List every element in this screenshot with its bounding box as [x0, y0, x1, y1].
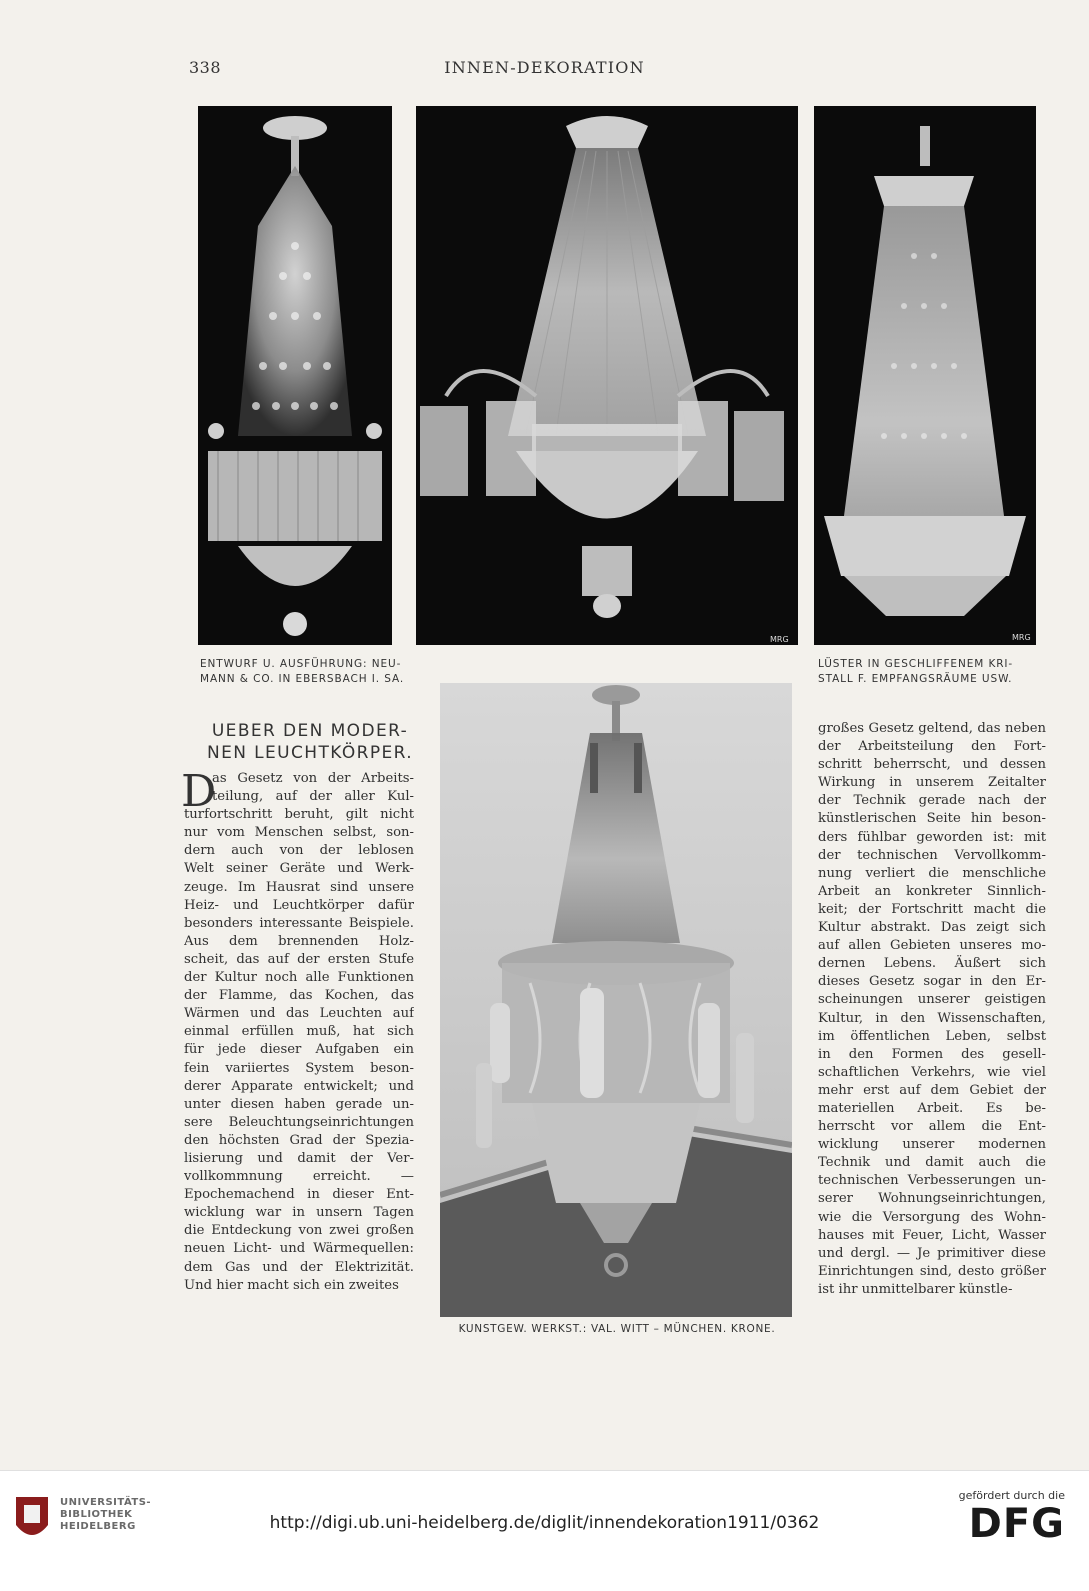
text-line: mehr erst auf dem Gebiet der	[818, 1082, 1046, 1098]
text-line: dernen Lebens. Äußert sich	[818, 956, 1046, 972]
text-line: dern auch von der leblosen	[184, 843, 414, 859]
chandelier-illustration-center	[416, 106, 798, 645]
text-line: teilung, auf der aller Kul-	[212, 789, 414, 805]
text-line: großes Gesetz geltend, das neben	[818, 721, 1046, 736]
text-line: ders fühlbar geworden ist: mit	[818, 829, 1046, 845]
text-line: Arbeit an konkreter Sinnlich-	[818, 883, 1046, 899]
caption-right-line-1: LÜSTER IN GESCHLIFFENEM KRI-	[818, 658, 1014, 670]
source-url-link[interactable]: http://digi.ub.uni-heidelberg.de/diglit/innendekoration1911/0362	[269, 1513, 820, 1533]
chandelier-photo-right	[814, 106, 1036, 645]
caption-right-line-2: STALL F. EMPFANGSRÄUME USW.	[818, 673, 1013, 685]
text-line: nung verliert die menschliche	[818, 865, 1046, 881]
footer-bar	[0, 1470, 1089, 1591]
heading-line-1: UEBER DEN MODER-	[211, 721, 409, 741]
text-line: wicklung unserer modernen	[818, 1137, 1046, 1153]
sponsor-block	[945, 1489, 1065, 1546]
caption-right	[818, 657, 1038, 687]
text-line: Epochemachend in dieser Ent-	[184, 1187, 414, 1203]
text-line: Kultur abstrakt. Das zeigt sich	[818, 920, 1046, 936]
text-line: scheit, das auf der ersten Stufe	[184, 951, 414, 967]
dfg-logo[interactable]: DFG	[968, 1501, 1065, 1547]
text-line: scheinungen unserer geistigen	[818, 992, 1046, 1008]
page-header	[0, 58, 1089, 84]
text-line: den höchsten Grad der Spezia-	[184, 1132, 414, 1148]
text-line: turfortschritt beruht, gilt nicht	[184, 807, 414, 823]
text-line: hauses mit Feuer, Licht, Wasser	[818, 1227, 1046, 1243]
text-line: Wärmen und das Leuchten auf	[184, 1006, 414, 1022]
right-text-column	[818, 720, 1046, 1299]
text-line: die Entdeckung von zwei großen	[184, 1223, 414, 1239]
library-name-line-2: BIBLIOTHEK	[60, 1509, 133, 1520]
text-line: as Gesetz von der Arbeits-	[212, 771, 414, 786]
text-line: der Kultur noch alle Funktionen	[184, 970, 414, 986]
text-line: neuen Licht- und Wärmequellen:	[184, 1241, 414, 1257]
text-line: für jede dieser Aufgaben ein	[184, 1042, 414, 1058]
page-number: 338	[189, 58, 222, 77]
drop-cap: D	[181, 766, 217, 817]
text-line: Technik und damit auch die	[818, 1155, 1046, 1171]
article-heading	[200, 720, 420, 764]
text-line: Und hier macht sich ein zweites	[184, 1277, 399, 1293]
text-line: besonders interessante Beispiele.	[184, 915, 414, 931]
text-line: in den Formen des gesell-	[818, 1046, 1046, 1062]
text-line: im öffentlichen Leben, selbst	[818, 1028, 1046, 1044]
text-line: künstlerischen Seite hin beson-	[818, 811, 1046, 827]
text-line: dem Gas und der Elektrizität.	[184, 1259, 414, 1275]
caption-left-line-1: ENTWURF U. AUSFÜHRUNG: NEU-	[200, 658, 402, 670]
running-title: INNEN-DEKORATION	[444, 58, 645, 77]
sponsor-note: gefördert durch die	[958, 1489, 1065, 1502]
library-name-line-3: HEIDELBERG	[60, 1521, 136, 1532]
text-line: Welt seiner Geräte und Werk-	[184, 861, 414, 877]
caption-left	[200, 657, 420, 687]
text-line: und dergl. — Je primitiver diese	[818, 1245, 1046, 1261]
text-line: Kultur, in den Wissenschaften,	[818, 1010, 1046, 1026]
text-line: der Flamme, das Kochen, das	[184, 988, 414, 1004]
chandelier-illustration-right	[814, 106, 1036, 645]
text-line: serer Wohnungseinrichtungen,	[818, 1191, 1046, 1207]
chandelier-photo-left	[198, 106, 392, 645]
text-line: lisierung und damit der Ver-	[184, 1150, 414, 1166]
heading-line-2: NEN LEUCHTKÖRPER.	[206, 743, 414, 763]
text-line: zeuge. Im Hausrat sind unsere	[184, 879, 414, 895]
photo-mark-right: MRG	[1012, 633, 1031, 642]
text-line: einmal erfüllen muß, hat sich	[184, 1024, 414, 1040]
text-line: der Technik gerade nach der	[818, 793, 1046, 809]
text-line: wicklung war in unsern Tagen	[184, 1205, 414, 1221]
text-line: unter diesen haben gerade un-	[184, 1096, 414, 1112]
library-name-line-1: UNIVERSITÄTS-	[60, 1497, 152, 1508]
text-line: vollkommnung erreicht. —	[184, 1169, 414, 1185]
text-line: Einrichtungen sind, desto größer	[818, 1263, 1046, 1279]
text-line: herrscht vor allem die Ent-	[818, 1119, 1046, 1135]
chandelier-illustration-left	[198, 106, 392, 645]
caption-bottom: KUNSTGEW. WERKST.: VAL. WITT – MÜNCHEN. KRONE.	[458, 1323, 776, 1335]
text-line: keit; der Fortschritt macht die	[818, 901, 1046, 917]
left-text-column	[184, 770, 414, 1295]
text-line: Heiz- und Leuchtkörper dafür	[184, 897, 414, 913]
text-line: dieses Gesetz sogar in den Er-	[818, 974, 1046, 990]
text-line: derer Apparate entwickelt; und	[184, 1078, 414, 1094]
text-line: der Arbeitsteilung den Fort-	[818, 739, 1046, 755]
text-line: technischen Verbesserungen un-	[818, 1173, 1046, 1189]
text-line: schritt beherrscht, und dessen	[818, 757, 1046, 773]
text-line: Aus dem brennenden Holz-	[184, 933, 414, 949]
lamp-illustration-bottom	[440, 683, 792, 1317]
text-line: fein variiertes System beson-	[184, 1060, 414, 1076]
text-line: sere Beleuchtungseinrichtungen	[184, 1114, 414, 1130]
lamp-photo-bottom	[440, 683, 792, 1317]
text-line: der technischen Vervollkomm-	[818, 847, 1046, 863]
text-line: materiellen Arbeit. Es be-	[818, 1100, 1046, 1116]
text-line: schaftlichen Verkehrs, wie viel	[818, 1064, 1046, 1080]
text-line: auf allen Gebieten unseres mo-	[818, 938, 1046, 954]
text-line: nur vom Menschen selbst, son-	[184, 825, 414, 841]
text-line: Wirkung in unserem Zeitalter	[818, 775, 1046, 791]
chandelier-photo-center	[416, 106, 798, 645]
caption-left-line-2: MANN & CO. IN EBERSBACH I. SA.	[200, 673, 405, 685]
text-line: ist ihr unmittelbarer künstle-	[818, 1281, 1013, 1297]
photo-mark-center: MRG	[770, 635, 789, 644]
text-line: wie die Versorgung des Wohn-	[818, 1209, 1046, 1225]
